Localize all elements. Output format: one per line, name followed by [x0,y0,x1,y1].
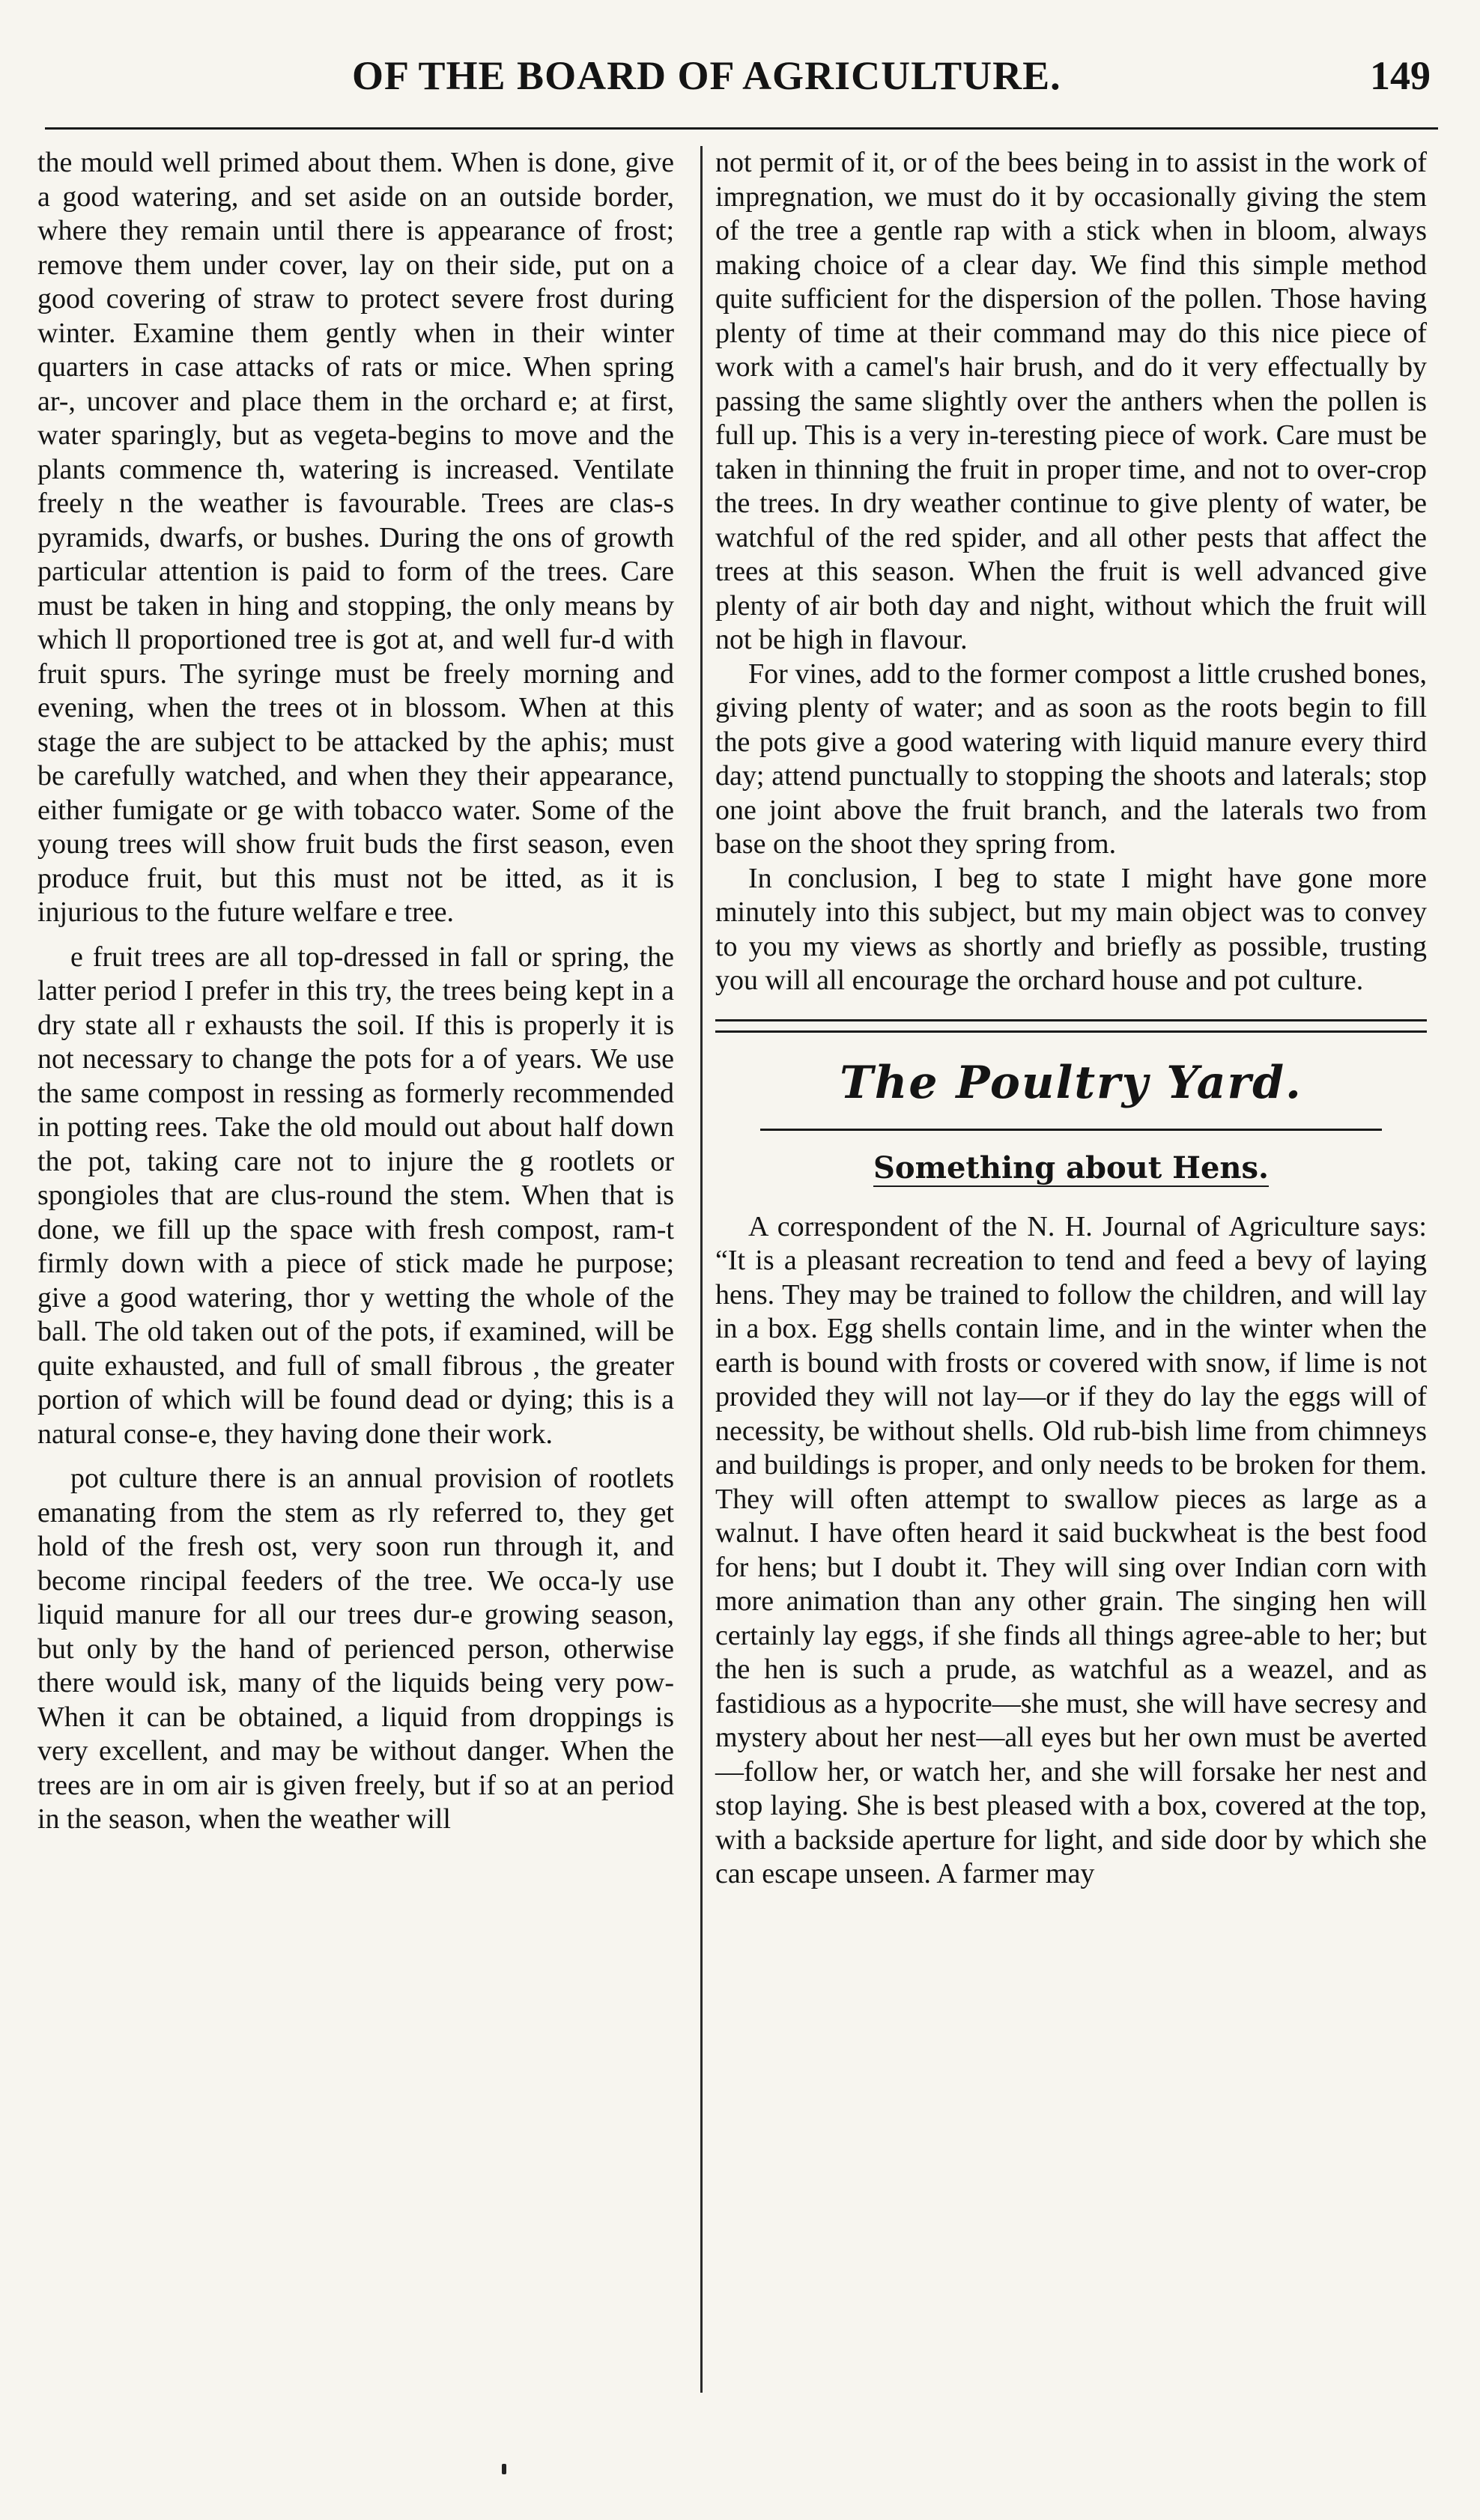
newspaper-page [30,0,1453,2520]
section-rule [760,1129,1382,1131]
running-head-title: OF THE BOARD OF AGRICULTURE. [352,53,1061,98]
right-paragraph-1: not permit of it, or of the bees being in to assist in the work of impregnation, we must do it by occasionally giving the stem of the tree a gentle rap with a stick when in bloom, always making choice of a clear day. We find this simple method quite sufficient for the dispersion of the pollen. Those having plenty of time at their command may do this nice piece of work with a camel's hair brush, and do it very effectually by passing the same slightly over the anthers when the pollen is full up. This is a very in-teresting piece of work. Care must be taken in thinning the fruit in proper time, and not to over-crop the trees. In dry weather continue to give plenty of water, be watchful of the red spider, and all other pests that affect the trees at this season. When the fruit is well advanced give plenty of air both day and night, without which the fruit will not be high in flavour. [715,147,1427,655]
running-head [30,52,1453,120]
section-title: The Poultry Yard. [840,1056,1302,1109]
article-paragraph: A correspondent of the N. H. Journal of Agriculture says: “It is a pleasant recreation to tend and feed a bevy of laying hens. They may be trained to follow the children, and will lay in a box. Egg shells contain lime, and in the winter when the earth is bound with frosts or covered with snow, if lime is not provided they will not lay—or if they do lay the eggs will of necessity, be without shells. Old rub-bish lime from chimneys and buildings is proper, and only needs to be broken for them. They will often attempt to swallow pieces as large as a walnut. I have often heard it said buckwheat is the best food for hens; but I doubt it. They will sing over Indian corn with more animation than any other grain. The singing hen will certainly lay eggs, if she finds all things agree-able to her; but the hen is such a prude, as watchful as a weazel, and as fastidious as a hypocrite—she must, she will have secresy and mystery about her nest—all eyes but her own must be averted—follow her, or watch her, and she will forsake her nest and stop laying. She is best pleased with a box, covered at the top, with a backside aperture for light, and side door by which she can escape unseen. A farmer may [715,1210,1427,1889]
section-double-rule [715,1019,1427,1033]
header-rule [45,127,1438,130]
right-paragraph-2: For vines, add to the former compost a little crushed bones, giving plenty of water; and as soon as the roots begin to fill the pots give a good watering with liquid manure every third day; attend punctually to stopping the shoots and laterals; stop one joint above the fruit branch, and the laterals two from base on the shoot they spring from. [715,658,1427,860]
article-title-text: Something about Hens. [873,1150,1269,1185]
left-column [37,146,674,1837]
left-paragraph-1: the mould well primed about them. When is done, give a good watering, and set aside on an outside border, where they remain until there is appearance of frost; remove them under cover, lay on their side, put on a good covering of straw to protect severe frost during winter. Examine them gently when in their winter quarters in case attacks of rats or mice. When spring ar-, uncover and place them in the orchard e; at first, water sparingly, but as vegeta-begins to move and the plants commence th, watering is increased. Ventilate freely n the weather is favourable. Trees are clas-s pyramids, dwarfs, or bushes. During the ons of growth particular attention is paid to form of the trees. Care must be taken in hing and stopping, the only means by which ll proportioned tree is got at, and well fur-d with fruit spurs. The syringe must be freely morning and evening, when the trees ot in blossom. When at this stage the are subject to be attacked by the aphis; must be carefully watched, and when they their appearance, either fumigate or ge with tobacco water. Some of the young trees will show fruit buds the first season, even produce fruit, but this must not be itted, as it is injurious to the future welfare e tree. [37,147,674,928]
page-number: 149 [1370,53,1431,98]
left-paragraph-3: pot culture there is an annual provision of rootlets emanating from the stem as rly referred to, they get hold of the fresh ost, very soon run through it, and become rincipal feeders of the tree. We occa-ly use liquid manure for all our trees dur-e growing season, but only by the hand of perienced person, otherwise there would isk, many of the liquids being very pow-When it can be obtained, a liquid from droppings is very excellent, and may be without danger. When the trees are in om air is given freely, but if so at an period in the season, when the weather will [37,1463,674,1835]
left-paragraph-2: e fruit trees are all top-dressed in fall or spring, the latter period I prefer in this try, the trees being kept in a dry state all r exhausts the soil. If this is properly it is not necessary to change the pots for a of years. We use the same compost in ressing as formerly recommended in potting rees. Take the old mould out about half down the pot, taking care not to injure the g rootlets or spongioles that are clus-round the stem. When that is done, we fill up the space with fresh compost, ram-t firmly down with a piece of stick made he purpose; give a good watering, thor y wetting the whole of the ball. The old taken out of the pots, if examined, will be quite exhausted, and full of small fibrous , the greater portion of which will be found dead or dying; this is a natural conse-e, they having done their work. [37,941,674,1450]
ink-speck [502,2464,506,2474]
right-paragraph-3: In conclusion, I beg to state I might have gone more minutely into this subject, but my main object was to convey to you my views as shortly and briefly as possible, trusting you will all encourage the orchard house and pot culture. [715,862,1427,996]
column-divider [700,146,703,2393]
article-title [715,1146,1427,1191]
right-column [715,146,1427,1892]
